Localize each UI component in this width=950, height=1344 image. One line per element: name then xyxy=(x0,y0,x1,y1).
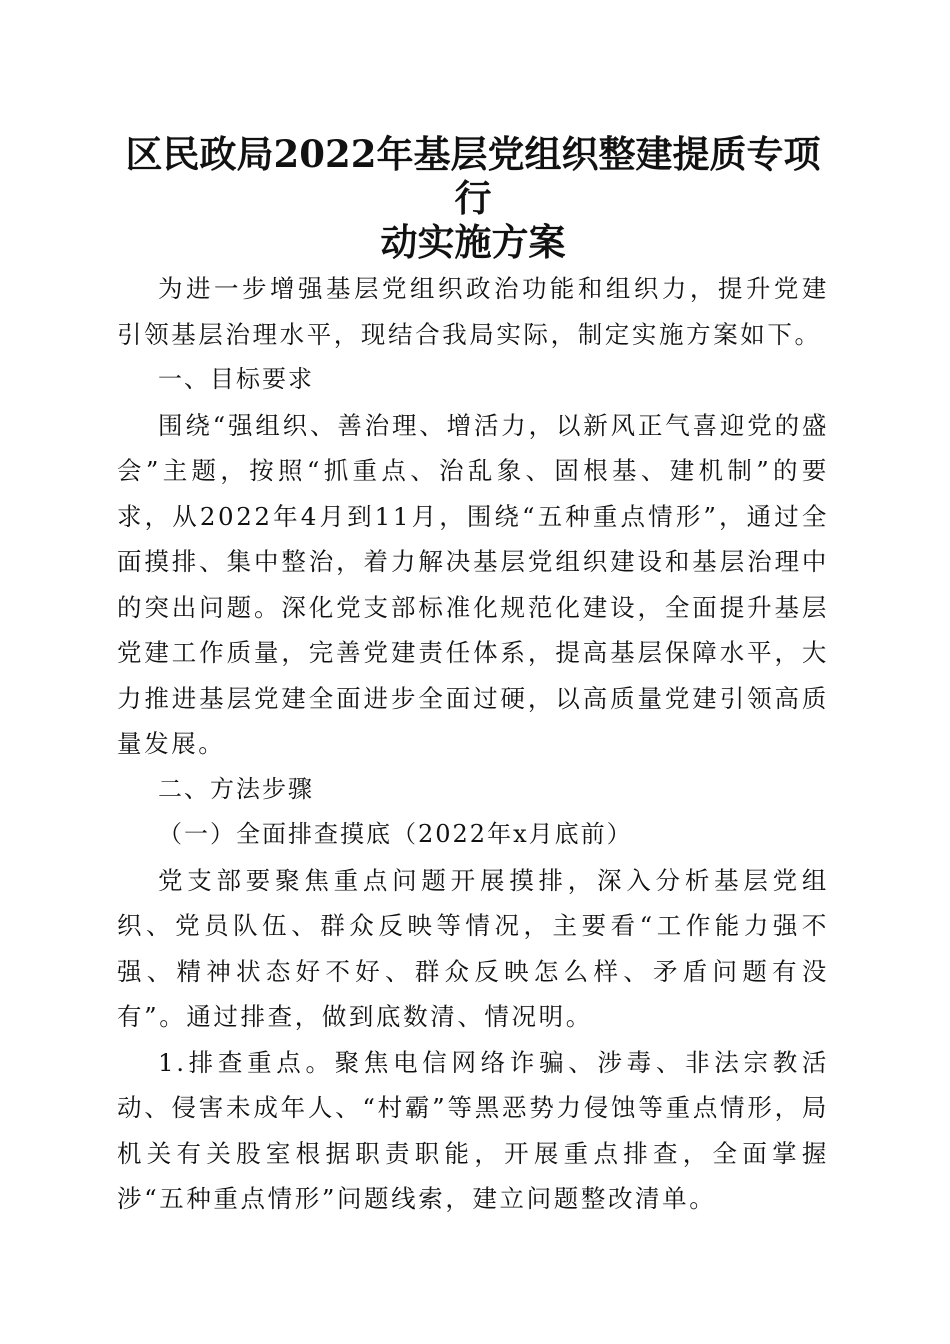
document-body xyxy=(117,132,829,1222)
item-paragraph-1: 1.排查重点。聚焦电信网络诈骗、涉毒、非法宗教活动、侵害未成年人、“村霸”等黑恶势力侵蚀等重点情形，局机关有关股室根据职责职能，开展重点排查，全面掌握涉“五种重点情形”问题线索，建立问题整改清单。 xyxy=(117,1047,829,1213)
section-heading-goals: 一、目标要求 xyxy=(158,365,314,393)
intro-paragraph: 为进一步增强基层党组织政治功能和组织力，提升党建引领基层治理水平，现结合我局实际，制定实施方案如下。 xyxy=(117,274,829,349)
section-heading-methods: 二、方法步骤 xyxy=(158,774,314,803)
goals-paragraph: 围绕“强组织、善治理、增活力，以新风正气喜迎党的盛会”主题，按照“抓重点、治乱象、固根基、建机制”的要求，从2022年4月到11月，围绕“五种重点情形”，通过全面摸排、集中整治，着力解决基层党组织建设和基层治理中的突出问题。深化党支部标准化规范化建设，全面提升基层党建工作质量，完善党建责任体系，提高基层保障水平，大力推进基层党建全面进步全面过硬，以高质量党建引领高质量发展。 xyxy=(117,410,829,758)
subsection-heading-survey: （一）全面排查摸底（2022年x月底前） xyxy=(158,820,633,848)
survey-paragraph: 党支部要聚焦重点问题开展摸排，深入分析基层党组织、党员队伍、群众反映等情况，主要看“工作能力强不强、精神状态好不好、群众反映怎么样、矛盾问题有没有”。通过排查，做到底数清、情况明。 xyxy=(117,865,829,1031)
document-title xyxy=(117,132,829,264)
title-line-1: 区民政局2022年基层党组织整建提质专项行 xyxy=(125,132,821,220)
title-line-2: 动实施方案 xyxy=(380,220,566,264)
